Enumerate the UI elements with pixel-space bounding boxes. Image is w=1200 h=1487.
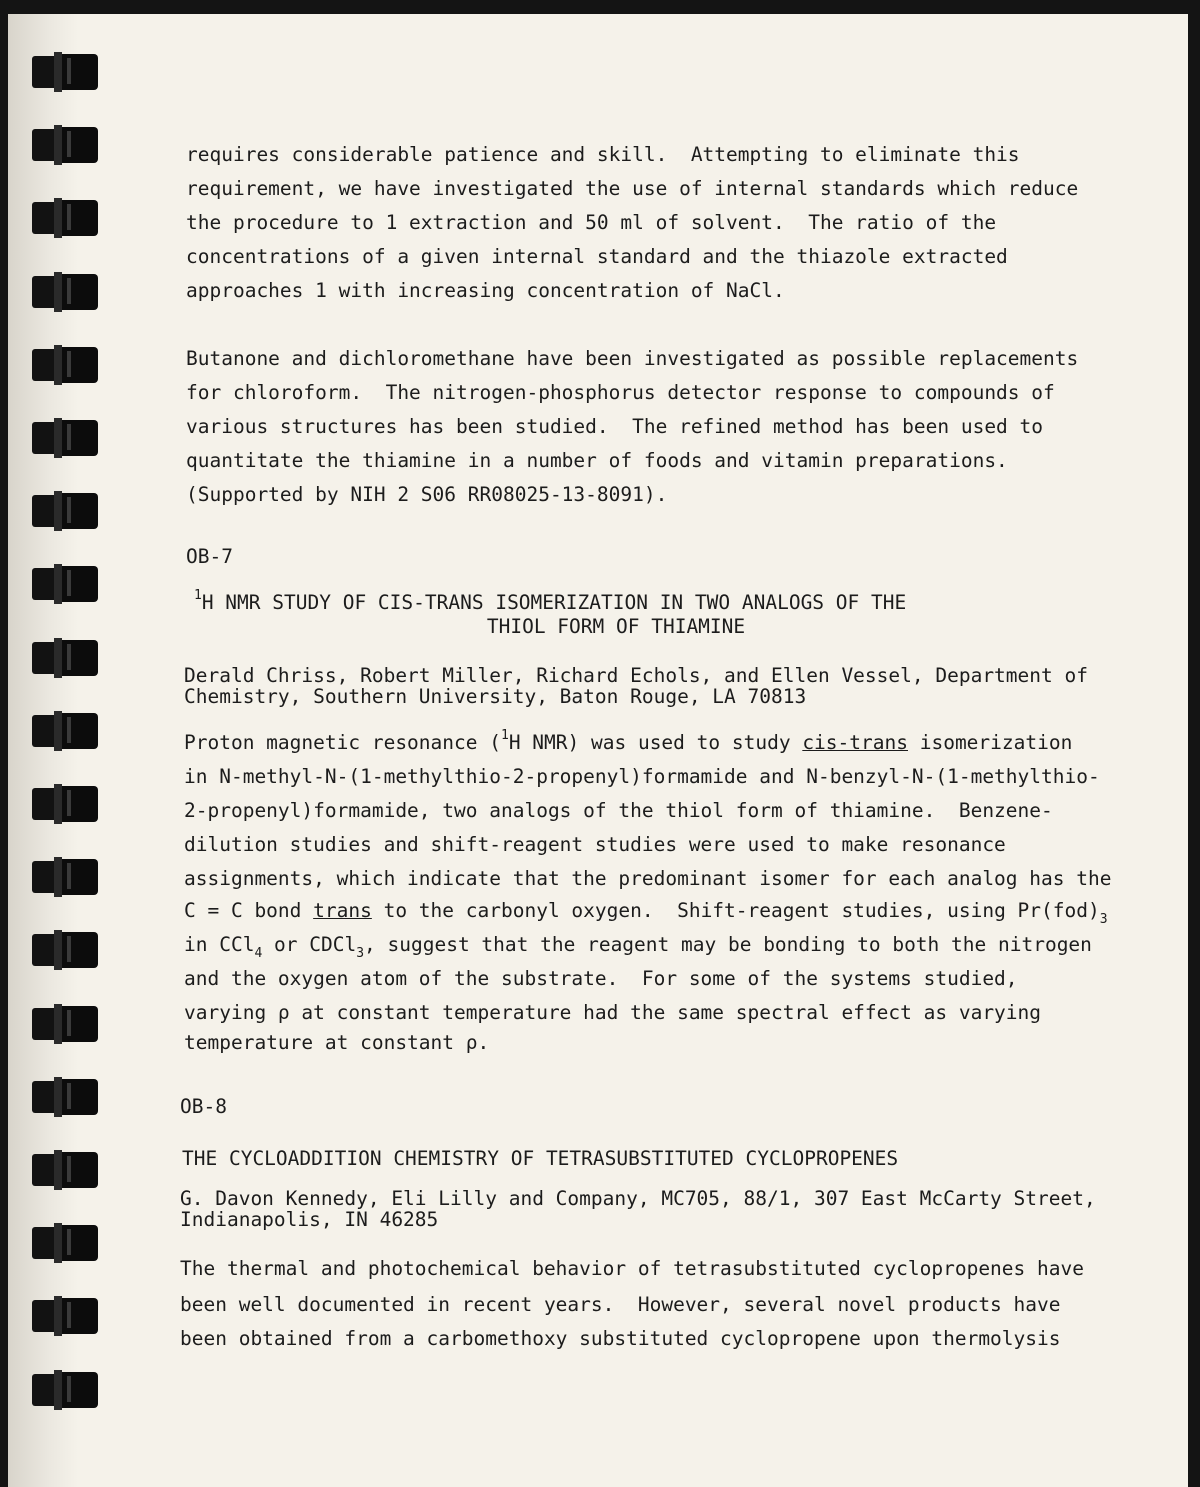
text-line: various structures has been studied. The refined method has been used to: [186, 415, 1044, 438]
binding-ring: [32, 564, 98, 604]
text-line: been well documented in recent years. However, several novel products have: [180, 1293, 1061, 1316]
text-line: dilution studies and shift-reagent studies were used to make resonance: [184, 833, 1006, 856]
abstract-title: THIOL FORM OF THIAMINE: [486, 615, 746, 638]
text-line: concentrations of a given internal standard and the thiazole extracted: [186, 245, 1008, 268]
binding-ring: [32, 198, 98, 238]
binding-ring: [32, 1223, 98, 1263]
binding-ring: [32, 930, 98, 970]
text-line: varying ρ at constant temperature had the same spectral effect as varying: [184, 1001, 1042, 1024]
text-line: temperature at constant ρ.: [184, 1031, 490, 1054]
abstract-code: OB-7: [186, 545, 233, 568]
text-line: requirement, we have investigated the use of internal standards which reduce: [186, 177, 1079, 200]
text-line: for chloroform. The nitrogen-phosphorus detector response to compounds of: [186, 381, 1055, 404]
abstract-title: THE CYCLOADDITION CHEMISTRY OF TETRASUBSTITUTED CYCLOPROPENES: [182, 1147, 899, 1170]
binding-ring: [32, 491, 98, 531]
binding-ring: [32, 638, 98, 678]
binding-ring: [32, 1370, 98, 1410]
binding-ring: [32, 125, 98, 165]
text-line: 2-propenyl)formamide, two analogs of the thiol form of thiamine. Benzene-: [184, 799, 1053, 822]
text-line: the procedure to 1 extraction and 50 ml of solvent. The ratio of the: [186, 211, 997, 234]
text-line: and the oxygen atom of the substrate. For some of the systems studied,: [184, 967, 1018, 990]
text-line: assignments, which indicate that the predominant isomer for each analog has the: [184, 867, 1112, 890]
binding-ring: [32, 857, 98, 897]
text-line: requires considerable patience and skill. Attempting to eliminate this: [186, 143, 1020, 166]
text-line: been obtained from a carbomethoxy substituted cyclopropene upon thermolysis: [180, 1327, 1061, 1350]
binding-ring: [32, 1077, 98, 1117]
affiliation: Indianapolis, IN 46285: [180, 1208, 439, 1231]
binding-ring: [32, 1296, 98, 1336]
binding-ring: [32, 784, 98, 824]
text-line: The thermal and photochemical behavior of tetrasubstituted cyclopropenes have: [180, 1257, 1084, 1280]
binding-ring: [32, 1004, 98, 1044]
text-line: in N-methyl-N-(1-methylthio-2-propenyl)formamide and N-benzyl-N-(1-methylthio-: [184, 765, 1100, 788]
binding-ring: [32, 418, 98, 458]
binding-ring: [32, 1150, 98, 1190]
document-page: [8, 14, 1188, 1487]
binding-ring: [32, 52, 98, 92]
abstract-code: OB-8: [180, 1095, 227, 1118]
text-line: Butanone and dichloromethane have been investigated as possible replacements: [186, 347, 1079, 370]
text-line: approaches 1 with increasing concentration of NaCl.: [186, 279, 785, 302]
binding-ring: [32, 345, 98, 385]
binding-ring: [32, 272, 98, 312]
text-line: quantitate the thiamine in a number of foods and vitamin preparations.: [186, 449, 1008, 472]
text-line: Proton magnetic resonance ($^1$H NMR) was used to study cis-trans isomerization: [184, 728, 1073, 754]
text-line: in CCl$_4$ or CDCl$_3$, suggest that the reagent may be bonding to both the nitrogen: [184, 933, 1092, 961]
binding-ring: [32, 711, 98, 751]
text-line: (Supported by NIH 2 S06 RR08025-13-8091).: [186, 483, 668, 506]
text-line: C = C bond trans to the carbonyl oxygen. Shift-reagent studies, using $Pr(fod)_3$: [184, 899, 1108, 927]
authors: Derald Chriss, Robert Miller, Richard Echols, and Ellen Vessel, Department of: [184, 664, 1088, 687]
affiliation: Chemistry, Southern University, Baton Rouge, LA 70813: [184, 685, 807, 708]
authors: G. Davon Kennedy, Eli Lilly and Company, MC705, 88/1, 307 East McCarty Street,: [180, 1187, 1096, 1210]
abstract-title: $^1$H NMR STUDY OF CIS-TRANS ISOMERIZATION IN TWO ANALOGS OF THE: [194, 588, 907, 614]
